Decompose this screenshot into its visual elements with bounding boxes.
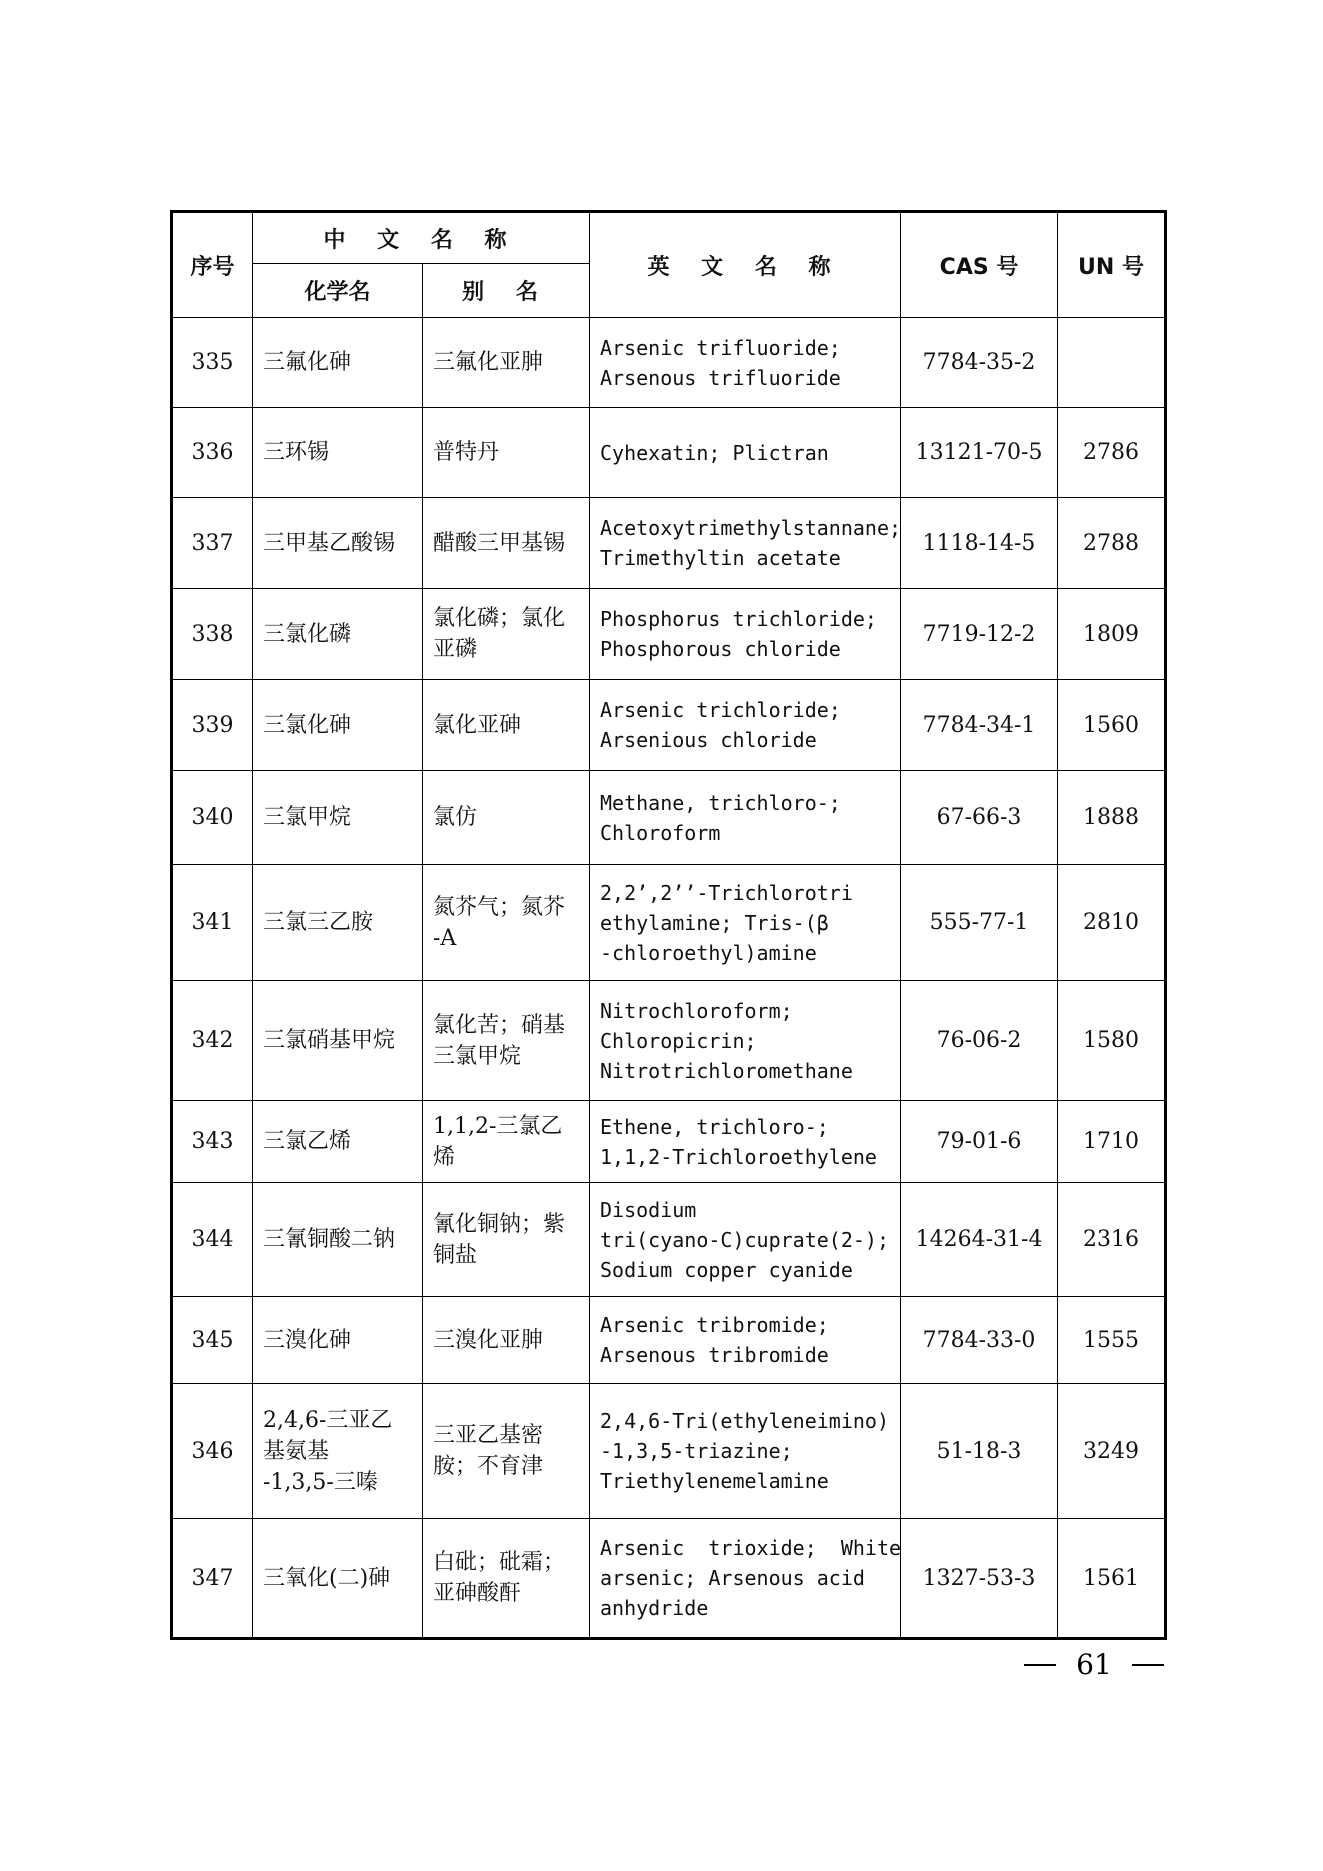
cas-number: 7784-33-0 (901, 1297, 1058, 1384)
un-number: 2810 (1058, 865, 1166, 981)
table-row (172, 680, 1166, 771)
cas-number: 7719-12-2 (901, 589, 1058, 680)
english-name-line: Triethylenemelamine (600, 1469, 829, 1493)
table-row (172, 1183, 1166, 1297)
chemical-name-line: 三氰铜酸二钠 (263, 1227, 396, 1252)
row-number: 342 (172, 981, 253, 1101)
english-name-line: ethylamine; Tris-(β (600, 910, 829, 935)
english-name (590, 1384, 901, 1519)
table-row (172, 981, 1166, 1101)
alias-name-line: 氯化亚砷 (433, 712, 522, 738)
english-name-line: Ethene, trichloro-; (600, 1114, 829, 1139)
english-name-line: 2,2’,2’’-Trichlorotri (600, 880, 853, 905)
un-number: 1580 (1058, 981, 1166, 1101)
english-name-line: Disodium (600, 1197, 697, 1222)
chemical-name-line: 三氯化磷 (263, 621, 352, 647)
english-name (590, 771, 901, 865)
cas-number: 555-77-1 (901, 865, 1058, 981)
alias-name-line: 三溴化亚胂 (433, 1327, 544, 1353)
alias-name (423, 589, 590, 680)
chemical-name (253, 680, 423, 771)
english-name (590, 981, 901, 1101)
alias-name (423, 1384, 590, 1519)
english-name-line: Arsenic trioxide; White (600, 1536, 902, 1560)
table-row (172, 771, 1166, 865)
table-row (172, 589, 1166, 680)
english-name-line: Cyhexatin; Plictran (600, 440, 829, 465)
cas-number: 79-01-6 (901, 1101, 1058, 1183)
english-name (590, 1183, 901, 1297)
un-number: 2788 (1058, 498, 1166, 589)
alias-name (423, 498, 590, 589)
chemical-name (253, 318, 423, 408)
chemical-name (253, 1297, 423, 1384)
english-name (590, 318, 901, 408)
un-number: 1560 (1058, 680, 1166, 771)
row-number: 337 (172, 498, 253, 589)
alias-name-line: 胺；不育津 (433, 1454, 544, 1479)
row-number: 338 (172, 589, 253, 680)
alias-name (423, 1183, 590, 1297)
english-name-line: Arsenous tribromide (600, 1343, 829, 1367)
chemical-name-line: 2,4,6-三亚乙 (263, 1407, 393, 1433)
english-name-line: Arsenic tribromide; (600, 1313, 829, 1337)
cas-number: 51-18-3 (901, 1384, 1058, 1519)
un-number (1058, 318, 1166, 408)
cas-number: 7784-34-1 (901, 680, 1058, 771)
header-alias: 别 名 (423, 264, 590, 318)
chemical-name-line: 三氯甲烷 (263, 805, 352, 830)
english-name-line: Phosphorus trichloride; (600, 607, 877, 631)
english-name-line: -chloroethyl)amine (600, 940, 817, 965)
alias-name (423, 680, 590, 771)
alias-name-line: 氮芥气；氮芥 (433, 894, 566, 920)
chemical-name-line: 三氧化(二)砷 (263, 1565, 391, 1591)
cas-number: 1118-14-5 (901, 498, 1058, 589)
alias-name-line: 普特丹 (433, 440, 500, 465)
cas-number: 67-66-3 (901, 771, 1058, 865)
table-row (172, 1297, 1166, 1384)
chemical-name (253, 1384, 423, 1519)
alias-name (423, 771, 590, 865)
cas-number: 13121-70-5 (901, 408, 1058, 498)
chemical-name-line: 三溴化砷 (263, 1327, 352, 1353)
table-row (172, 408, 1166, 498)
table-row (172, 1384, 1166, 1519)
alias-name-line: 1,1,2-三氯乙烯 (433, 1113, 563, 1170)
row-number: 340 (172, 771, 253, 865)
alias-name (423, 1297, 590, 1384)
alias-name-line: 氯化苦；硝基 (433, 1012, 566, 1038)
alias-name (423, 408, 590, 498)
english-name-line: Arsenous trifluoride (600, 365, 841, 390)
english-name-line: -1,3,5-triazine; (600, 1439, 793, 1463)
table-row (172, 1101, 1166, 1183)
chemical-name (253, 589, 423, 680)
english-name-line: 2,4,6-Tri(ethyleneimino) (600, 1409, 889, 1433)
row-number: 344 (172, 1183, 253, 1297)
row-number: 335 (172, 318, 253, 408)
english-name-line: Chloropicrin; (600, 1028, 757, 1053)
chemical-name-line: 三氟化砷 (263, 350, 352, 375)
english-name-line: Chloroform (600, 820, 721, 845)
row-number: 343 (172, 1101, 253, 1183)
dash-left (1024, 1664, 1056, 1666)
alias-name (423, 1519, 590, 1639)
header-seq: 序号 (172, 212, 253, 318)
un-number: 2316 (1058, 1183, 1166, 1297)
chemical-name-line: 三氯三乙胺 (263, 910, 374, 935)
english-name-line: Arsenic trifluoride; (600, 335, 841, 360)
chemical-name (253, 771, 423, 865)
chemical-name (253, 1519, 423, 1639)
table-row (172, 498, 1166, 589)
english-name (590, 498, 901, 589)
chemical-name-line: 三甲基乙酸锡 (263, 530, 396, 556)
row-number: 336 (172, 408, 253, 498)
english-name-line: Methane, trichloro-; (600, 790, 841, 815)
chemical-name (253, 498, 423, 589)
cas-number: 1327-53-3 (901, 1519, 1058, 1639)
alias-name (423, 865, 590, 981)
header-chinese-name: 中 文 名 称 (253, 212, 590, 264)
table-row (172, 865, 1166, 981)
un-number: 2786 (1058, 408, 1166, 498)
english-name-line: Nitrochloroform; (600, 998, 793, 1023)
row-number: 345 (172, 1297, 253, 1384)
un-number: 3249 (1058, 1384, 1166, 1519)
alias-name-line: 醋酸三甲基锡 (433, 530, 566, 556)
alias-name-line: 亚砷酸酐 (433, 1581, 522, 1606)
english-name-line: Phosphorous chloride (600, 637, 841, 661)
table-header (172, 212, 1166, 318)
row-number: 346 (172, 1384, 253, 1519)
english-name-line: arsenic; Arsenous acid (600, 1566, 865, 1590)
un-number: 1888 (1058, 771, 1166, 865)
english-name (590, 589, 901, 680)
chemical-name-line: -1,3,5-三嗪 (263, 1469, 378, 1495)
cas-number: 7784-35-2 (901, 318, 1058, 408)
table-row (172, 1519, 1166, 1639)
header-cas: CAS 号 (901, 212, 1058, 318)
english-name (590, 1519, 901, 1639)
chemical-table (170, 210, 1167, 1640)
chemical-name-line: 三环锡 (263, 440, 330, 465)
alias-name-line: 三亚乙基密 (433, 1423, 544, 1448)
row-number: 341 (172, 865, 253, 981)
chemical-name-line: 基氨基 (263, 1438, 330, 1464)
row-number: 347 (172, 1519, 253, 1639)
english-name (590, 865, 901, 981)
page-number: 61 (1076, 1648, 1112, 1681)
english-name-line: Arsenious chloride (600, 728, 817, 752)
chemical-name (253, 1101, 423, 1183)
alias-name-line: 氯化磷；氯化 (433, 606, 566, 631)
english-name (590, 1297, 901, 1384)
page-footer (1024, 1648, 1164, 1681)
chemical-name (253, 408, 423, 498)
alias-name-line: 铜盐 (433, 1242, 478, 1268)
un-number: 1809 (1058, 589, 1166, 680)
english-name-line: anhydride (600, 1596, 709, 1620)
alias-name-line: -A (433, 925, 457, 951)
alias-name (423, 981, 590, 1101)
english-name-line: Trimethyltin acetate (600, 546, 841, 570)
alias-name (423, 1101, 590, 1183)
english-name-line: 1,1,2-Trichloroethylene (600, 1144, 877, 1169)
english-name-line: tri(cyano-C)cuprate(2-); (600, 1227, 889, 1252)
header-chem-name: 化学名 (253, 264, 423, 318)
table-body (172, 318, 1166, 1639)
chemical-name (253, 1183, 423, 1297)
dash-right (1132, 1664, 1164, 1666)
alias-name (423, 318, 590, 408)
alias-name-line: 氯仿 (433, 805, 478, 830)
english-name-line: Acetoxytrimethylstannane; (600, 516, 902, 540)
alias-name-line: 亚磷 (433, 637, 478, 662)
chemical-name-line: 三氯化砷 (263, 712, 352, 738)
row-number: 339 (172, 680, 253, 771)
alias-name-line: 白砒；砒霜； (433, 1550, 566, 1575)
cas-number: 14264-31-4 (901, 1183, 1058, 1297)
un-number: 1561 (1058, 1519, 1166, 1639)
chemical-name (253, 981, 423, 1101)
header-un: UN 号 (1058, 212, 1166, 318)
alias-name-line: 三氯甲烷 (433, 1043, 522, 1069)
chemical-name-line: 三氯乙烯 (263, 1129, 352, 1154)
english-name-line: Arsenic trichloride; (600, 698, 841, 722)
alias-name-line: 三氟化亚胂 (433, 350, 544, 375)
english-name (590, 680, 901, 771)
alias-name-line: 氰化铜钠；紫 (433, 1211, 566, 1237)
header-english-name: 英 文 名 称 (590, 212, 901, 318)
english-name (590, 1101, 901, 1183)
cas-number: 76-06-2 (901, 981, 1058, 1101)
chemical-name-line: 三氯硝基甲烷 (263, 1028, 396, 1053)
english-name (590, 408, 901, 498)
table-row (172, 318, 1166, 408)
english-name-line: Nitrotrichloromethane (600, 1058, 853, 1083)
chemical-name (253, 865, 423, 981)
english-name-line: Sodium copper cyanide (600, 1257, 853, 1282)
un-number: 1555 (1058, 1297, 1166, 1384)
un-number: 1710 (1058, 1101, 1166, 1183)
